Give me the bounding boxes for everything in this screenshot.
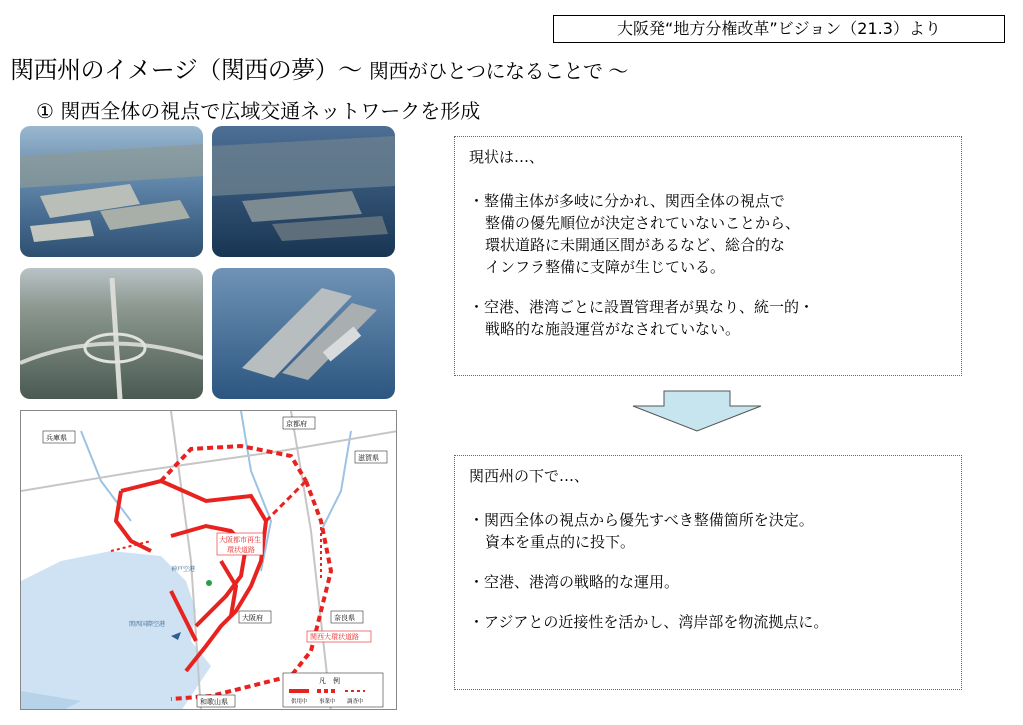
photo-port-aerial	[20, 126, 203, 257]
legend-item-survey: 調査中	[347, 699, 364, 705]
item-line: ・関西全体の視点から優先すべき整備箇所を決定。	[469, 511, 814, 529]
title-main: 関西州のイメージ（関西の夢）～	[10, 56, 362, 84]
legend-title: 凡 例	[319, 677, 340, 685]
title-sub: 関西がひとつになることで ～	[368, 59, 628, 83]
current-state-box	[454, 136, 962, 376]
future-state-item	[469, 611, 947, 633]
map-label-airport: 関西国際空港	[129, 621, 166, 628]
map-label-inner-ring-2: 環状道路	[227, 546, 255, 554]
down-arrow-icon	[632, 390, 762, 432]
map-label-inner-ring-1: 大阪都市再生	[219, 536, 261, 544]
map-label-wakayama: 和歌山県	[200, 698, 228, 706]
map-label-shiga: 滋賀県	[358, 454, 379, 462]
item-line: ・整備主体が多岐に分かれ、関西全体の視点で	[469, 192, 785, 210]
legend-item-open: 供用中	[291, 699, 308, 705]
item-line: 整備の優先順位が決定されていないことから、	[485, 214, 801, 232]
map-label-kobe-airport: 神戸空港	[171, 566, 196, 573]
item-line: 戦略的な施設運営がなされていない。	[485, 320, 741, 338]
map-label-ring: 関西大環状道路	[310, 633, 359, 641]
item-line: ・空港、港湾の戦略的な運用。	[469, 573, 680, 591]
future-state-box	[454, 455, 962, 690]
item-line: インフラ整備に支障が生じている。	[485, 258, 726, 276]
photo-airport-island	[212, 268, 395, 399]
item-line: ・アジアとの近接性を活かし、湾岸部を物流拠点に。	[469, 613, 829, 631]
source-label: 大阪発“地方分権改革”ビジョン（21.3）より	[553, 15, 1005, 43]
item-line: ・空港、港湾ごとに設置管理者が異なり、統一的・	[469, 298, 815, 316]
legend-item-construction: 事業中	[319, 699, 336, 705]
future-state-item	[469, 571, 947, 593]
page-title	[10, 50, 628, 85]
item-line: 環状道路に未開通区間があるなど、総合的な	[485, 236, 786, 254]
map-label-nara: 奈良県	[334, 614, 355, 622]
photo-bay-aerial	[212, 126, 395, 257]
future-state-heading: 関西州の下で…、	[469, 467, 590, 485]
future-state-item	[469, 509, 947, 553]
current-state-heading: 現状は…、	[469, 148, 545, 166]
map-label-kyoto: 京都府	[286, 420, 307, 428]
photo-highway-interchange	[20, 268, 203, 399]
map-legend	[283, 673, 383, 707]
current-state-item	[469, 296, 947, 340]
item-line: 資本を重点的に投下。	[485, 533, 636, 551]
section-subtitle: ① 関西全体の視点で広域交通ネットワークを形成	[36, 99, 481, 123]
current-state-item	[469, 190, 947, 278]
map-label-hyogo: 兵庫県	[46, 434, 67, 442]
kansai-road-map	[20, 410, 397, 710]
map-label-osaka: 大阪府	[242, 614, 263, 622]
